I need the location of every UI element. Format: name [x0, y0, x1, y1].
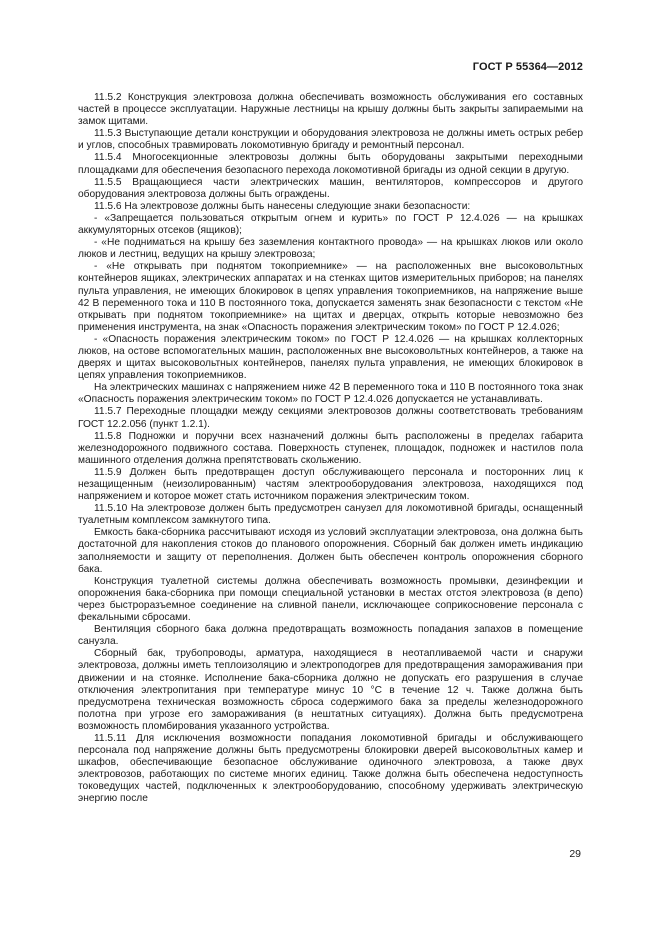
- paragraph: Сборный бак, трубопроводы, арматура, находящиеся в неотапливаемой части и снаружи электровоза, должны иметь теплоизоляцию и электроподогрев для предотвращения замораживания при движении и на стоянке. Исполнение бака-сборника должно не допускать его разрушения в случае отключения электропитания при температуре минус 10 °С в течение 12 ч. Также должна быть предусмотрена техническая возможность сброса содержимого бака за пределы железнодорожного полотна при угрозе его замораживания (в нештатных ситуациях). Должна быть предусмотрена возможность пломбирования указанного устройства.: [78, 648, 583, 732]
- standard-header: ГОСТ Р 55364—2012: [472, 61, 583, 73]
- list-item: - «Запрещается пользоваться открытым огнем и курить» по ГОСТ Р 12.4.026 — на крышках аккумуляторных отсеков (ящиков);: [78, 212, 583, 237]
- paragraph: Конструкция туалетной системы должна обеспечивать возможность промывки, дезинфекции и опорожнения бака-сборника при помощи специальной установки в местах отстоя электровоза (в депо) через быстроразъемное соединение на сливной панели, исключающее соприкосновение персонала с фекальными сбросами.: [78, 575, 583, 624]
- paragraph: 11.5.10 На электровозе должен быть предусмотрен санузел для локомотивной бригады, оснащенный туалетным комплексом замкнутого типа.: [78, 503, 583, 527]
- paragraph: 11.5.6 На электровозе должны быть нанесены следующие знаки безопасности:: [94, 200, 471, 212]
- paragraph: 11.5.3 Выступающие детали конструкции и оборудования электровоза не должны иметь острых ребер и углов, способных травмировать локомотивную бригаду и ремонтный персонал.: [78, 128, 583, 152]
- paragraph: 11.5.9 Должен быть предотвращен доступ обслуживающего персонала и посторонних лиц к незащищенным (неизолированным) частям электрооборудования электровоза, находящихся под напряжением и которое может стать источником поражения электрическим током.: [78, 466, 583, 503]
- list-item: - «Не подниматься на крышу без заземления контактного провода» — на крышках люков или около люков и лестниц, ведущих на крышу электровоза;: [78, 237, 583, 261]
- paragraph: 11.5.8 Подножки и поручни всех назначений должны быть расположены в пределах габарита железнодорожного подвижного состава. Поверхность ступенек, площадок, подножек и настилов пола машинного отделения должна препятствовать скольжению.: [78, 430, 583, 466]
- list-item: - «Опасность поражения электрическим током» по ГОСТ Р 12.4.026 — на крышках коллекторных люков, на остове вспомогательных машин, расположенных вне высоковольтных контейнеров, а также на дверях и щитах высоковольтных контейнеров, панелях пульта управления, не имеющих блокировок в цепях управления токоприемников.: [78, 333, 583, 382]
- paragraph: 11.5.7 Переходные площадки между секциями электровозов должны соответствовать требованиям ГОСТ 12.2.056 (пункт 1.2.1).: [78, 406, 583, 430]
- paragraph: На электрических машинах с напряжением ниже 42 В переменного тока и 110 В постоянного тока знак «Опасность поражения электрическим током» по ГОСТ Р 12.4.026 допускается не устанавливать.: [78, 382, 583, 406]
- document-body: [78, 92, 583, 806]
- paragraph: 11.5.11 Для исключения возможности попадания локомотивной бригады и обслуживающего персонала под напряжение должны быть предусмотрены блокировки дверей высоковольтных камер и шкафов, обеспечивающие безопасное обслуживание одиночного электровоза, а также двух электровозов, работающих по системе многих единиц. Также должна быть обеспечена недоступность токоведущих частей, подключенных к электрооборудованию, способному удерживать электрическую энергию после: [78, 732, 583, 805]
- paragraph: Вентиляция сборного бака должна предотвращать возможность попадания запахов в помещение санузла.: [78, 624, 583, 648]
- paragraph: 11.5.5 Вращающиеся части электрических машин, вентиляторов, компрессоров и другого оборудования электровоза должны быть ограждены.: [78, 176, 583, 200]
- paragraph: 11.5.4 Многосекционные электровозы должны быть оборудованы закрытыми переходными площадками для обеспечения безопасного перехода локомотивной бригады из одной секции в другую.: [78, 152, 583, 176]
- page-number: 29: [569, 848, 581, 860]
- paragraph: 11.5.2 Конструкция электровоза должна обеспечивать возможность обслуживания его составных частей в процессе эксплуатации. Наружные лестницы на крышу должны быть закрыты запираемыми на замок щитами.: [78, 92, 583, 128]
- paragraph: Емкость бака-сборника рассчитывают исходя из условий эксплуатации электровоза, она должна быть достаточной для накопления стоков до планового опорожнения. Сборный бак должен иметь индикацию заполняемости и защиту от переполнения. Должен быть обеспечен контроль опорожнения сборного бака.: [78, 527, 583, 575]
- list-item: - «Не открывать при поднятом токоприемнике» — на расположенных вне высоковольтных контейнеров ящиках, электрических аппаратах и на стенках щитов измерительных приборов; на панелях пульта управления, не имеющих блокировок в цепях управления токоприемников, на напряжение выше 42 В переменного тока и 110 В постоянного тока, допускается заменять знак безопасности с текстом «Не открывать при поднятом токоприемнике» на щитах и дверцах, открыть которые невозможно без применения инструмента, на знак «Опасность поражения электрическим током» по ГОСТ Р 12.4.026;: [78, 261, 583, 333]
